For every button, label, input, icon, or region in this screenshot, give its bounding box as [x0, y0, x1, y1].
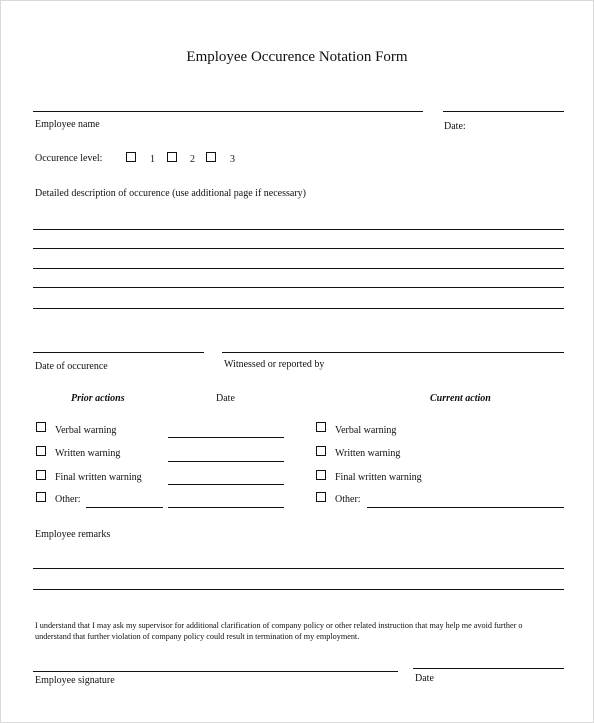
prior-final-written-warning-label: Final written warning	[55, 472, 142, 483]
prior-verbal-warning-checkbox[interactable]	[36, 422, 46, 432]
date-line[interactable]	[443, 111, 564, 112]
employee-signature-line[interactable]	[33, 671, 398, 672]
employee-remarks-label: Employee remarks	[35, 529, 111, 540]
prior-other-label: Other:	[55, 494, 81, 505]
disclaimer-line-2: understand that further violation of company policy could result in termination of my employment.	[35, 632, 360, 641]
current-verbal-warning-checkbox[interactable]	[316, 422, 326, 432]
date-column-heading: Date	[216, 393, 235, 404]
current-final-written-warning-label: Final written warning	[335, 472, 422, 483]
description-line-2[interactable]	[33, 248, 564, 249]
prior-other-line[interactable]	[86, 507, 163, 508]
prior-actions-heading: Prior actions	[71, 393, 125, 404]
level-1-checkbox[interactable]	[126, 152, 136, 162]
current-verbal-warning-label: Verbal warning	[335, 425, 397, 436]
description-line-1[interactable]	[33, 229, 564, 230]
current-written-warning-checkbox[interactable]	[316, 446, 326, 456]
description-line-5[interactable]	[33, 308, 564, 309]
occurence-level-label: Occurence level:	[35, 153, 103, 164]
prior-verbal-warning-date-line[interactable]	[168, 437, 284, 438]
remarks-line-2[interactable]	[33, 589, 564, 590]
witnessed-label: Witnessed or reported by	[224, 359, 325, 370]
signature-date-line[interactable]	[413, 668, 564, 669]
prior-other-checkbox[interactable]	[36, 492, 46, 502]
form-title: Employee Occurence Notation Form	[186, 49, 408, 65]
prior-written-warning-date-line[interactable]	[168, 461, 284, 462]
current-other-checkbox[interactable]	[316, 492, 326, 502]
date-of-occurence-line[interactable]	[33, 352, 204, 353]
prior-verbal-warning-label: Verbal warning	[55, 425, 117, 436]
disclaimer-line-1: I understand that I may ask my supervisor for additional clarification of company policy or other related instruction that may help me avoid further o	[35, 621, 523, 630]
employee-name-line[interactable]	[33, 111, 423, 112]
level-2-checkbox[interactable]	[167, 152, 177, 162]
prior-written-warning-label: Written warning	[55, 448, 121, 459]
current-other-label: Other:	[335, 494, 361, 505]
employee-name-label: Employee name	[35, 119, 100, 130]
current-action-heading: Current action	[430, 393, 491, 404]
prior-final-written-warning-date-line[interactable]	[168, 484, 284, 485]
level-3-label: 3	[230, 154, 235, 165]
prior-written-warning-checkbox[interactable]	[36, 446, 46, 456]
level-3-checkbox[interactable]	[206, 152, 216, 162]
prior-other-date-line[interactable]	[168, 507, 284, 508]
description-line-4[interactable]	[33, 287, 564, 288]
witnessed-line[interactable]	[222, 352, 564, 353]
date-label: Date:	[444, 121, 466, 132]
description-line-3[interactable]	[33, 268, 564, 269]
current-other-line[interactable]	[367, 507, 564, 508]
current-final-written-warning-checkbox[interactable]	[316, 470, 326, 480]
description-label: Detailed description of occurence (use additional page if necessary)	[35, 188, 306, 199]
signature-date-label: Date	[415, 673, 434, 684]
level-1-label: 1	[150, 154, 155, 165]
date-of-occurence-label: Date of occurence	[35, 361, 108, 372]
employee-signature-label: Employee signature	[35, 675, 115, 686]
level-2-label: 2	[190, 154, 195, 165]
current-written-warning-label: Written warning	[335, 448, 401, 459]
remarks-line-1[interactable]	[33, 568, 564, 569]
prior-final-written-warning-checkbox[interactable]	[36, 470, 46, 480]
